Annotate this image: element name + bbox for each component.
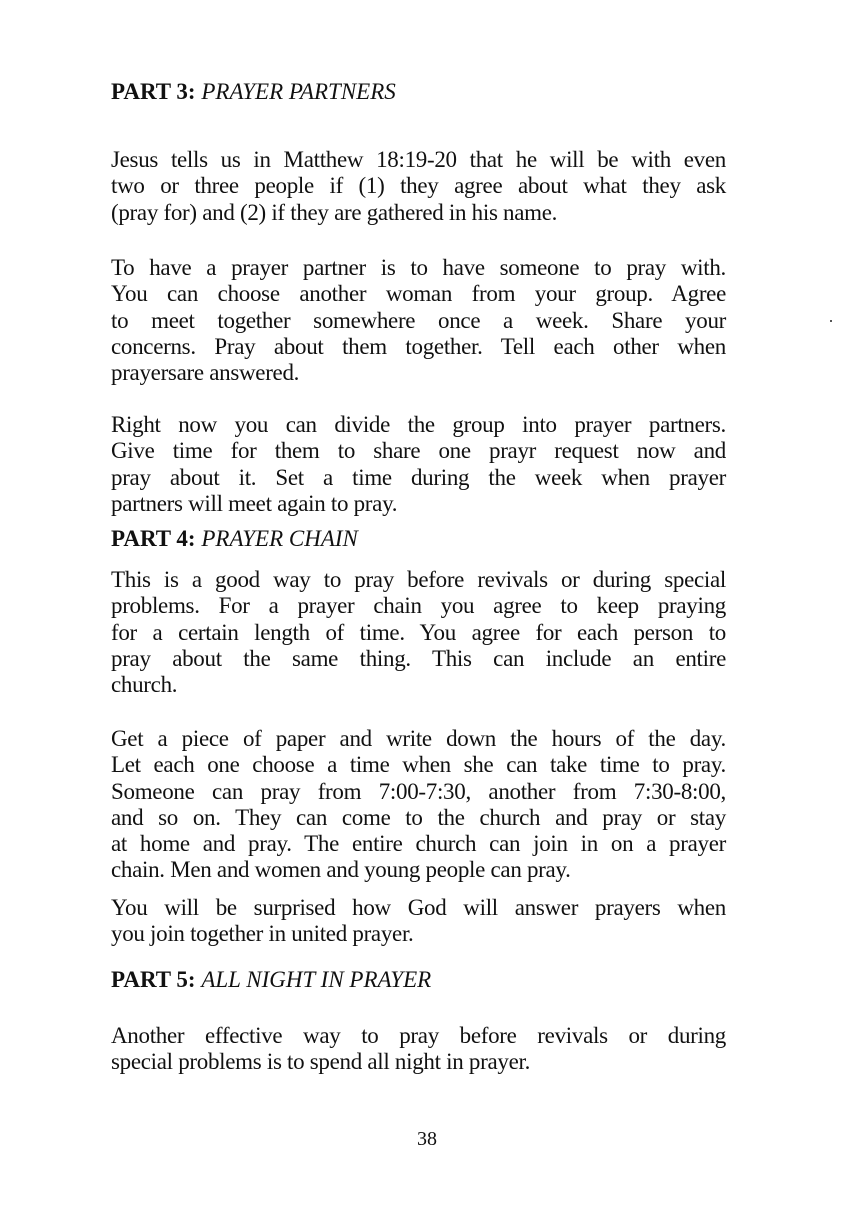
text-line: concerns. Pray about them together. Tell each other when (111, 333, 726, 359)
text-line: partners will meet again to pray. (111, 490, 398, 516)
text-line: Jesus tells us in Matthew 18:19-20 that he will be with even (111, 147, 726, 172)
text-line: To have a prayer partner is to have someone to pray with. (111, 255, 726, 280)
text-line: Get a piece of paper and write down the hours of the day. (111, 726, 726, 751)
text-line: prayersare answered. (111, 360, 300, 386)
page-number: 38 (417, 1128, 437, 1150)
heading-title: ALL NIGHT IN PRAYER (201, 967, 432, 992)
section-heading (111, 525, 726, 553)
paragraph (111, 1023, 726, 1076)
paragraph (111, 567, 726, 698)
text-line: Someone can pray from 7:00-7:30, another from 7:30-8:00, (111, 778, 726, 804)
text-line: This is a good way to pray before revivals or during special (111, 567, 726, 592)
text-line: chain. Men and women and young people can pray. (111, 857, 571, 883)
heading-part-number: PART 5: (111, 967, 196, 992)
paragraph (111, 412, 726, 517)
text-line: Right now you can divide the group into prayer partners. (111, 412, 726, 437)
text-line: for a certain length of time. You agree for each person to (111, 619, 726, 645)
text-line: you join together in united prayer. (111, 921, 414, 947)
text-line: Let each one choose a time when she can take time to pray. (111, 752, 726, 778)
heading-part-number: PART 3: (111, 79, 196, 104)
paragraph (111, 255, 726, 386)
heading-title: PRAYER CHAIN (201, 526, 358, 552)
heading-title: PRAYER PARTNERS (201, 79, 396, 104)
text-line: You will be surprised how God will answer prayers when (111, 895, 726, 920)
text-line: Give time for them to share one prayr request now and (111, 438, 726, 464)
paragraph (111, 895, 726, 948)
text-line: at home and pray. The entire church can join in on a prayer (111, 831, 726, 857)
text-line: and so on. They can come to the church and pray or stay (111, 804, 726, 830)
text-line: church. (111, 672, 178, 698)
text-line: pray about the same thing. This can include an entire (111, 645, 726, 671)
section-heading (111, 78, 726, 106)
paragraph (111, 726, 726, 884)
text-line: special problems is to spend all night in prayer. (111, 1049, 531, 1075)
text-line: to meet together somewhere once a week. Share your (111, 307, 726, 333)
text-line: You can choose another woman from your group. Agree (111, 281, 726, 307)
text-line: pray about it. Set a time during the week when prayer (111, 464, 726, 490)
text-line: two or three people if (1) they agree about what they ask (111, 173, 726, 199)
section-heading (111, 966, 726, 994)
text-line: problems. For a prayer chain you agree to keep praying (111, 593, 726, 619)
text-line: (pray for) and (2) if they are gathered in his name. (111, 199, 558, 225)
paragraph (111, 147, 726, 226)
scan-speck (830, 320, 832, 322)
heading-part-number: PART 4: (111, 526, 196, 552)
text-line: Another effective way to pray before revivals or during (111, 1023, 726, 1048)
